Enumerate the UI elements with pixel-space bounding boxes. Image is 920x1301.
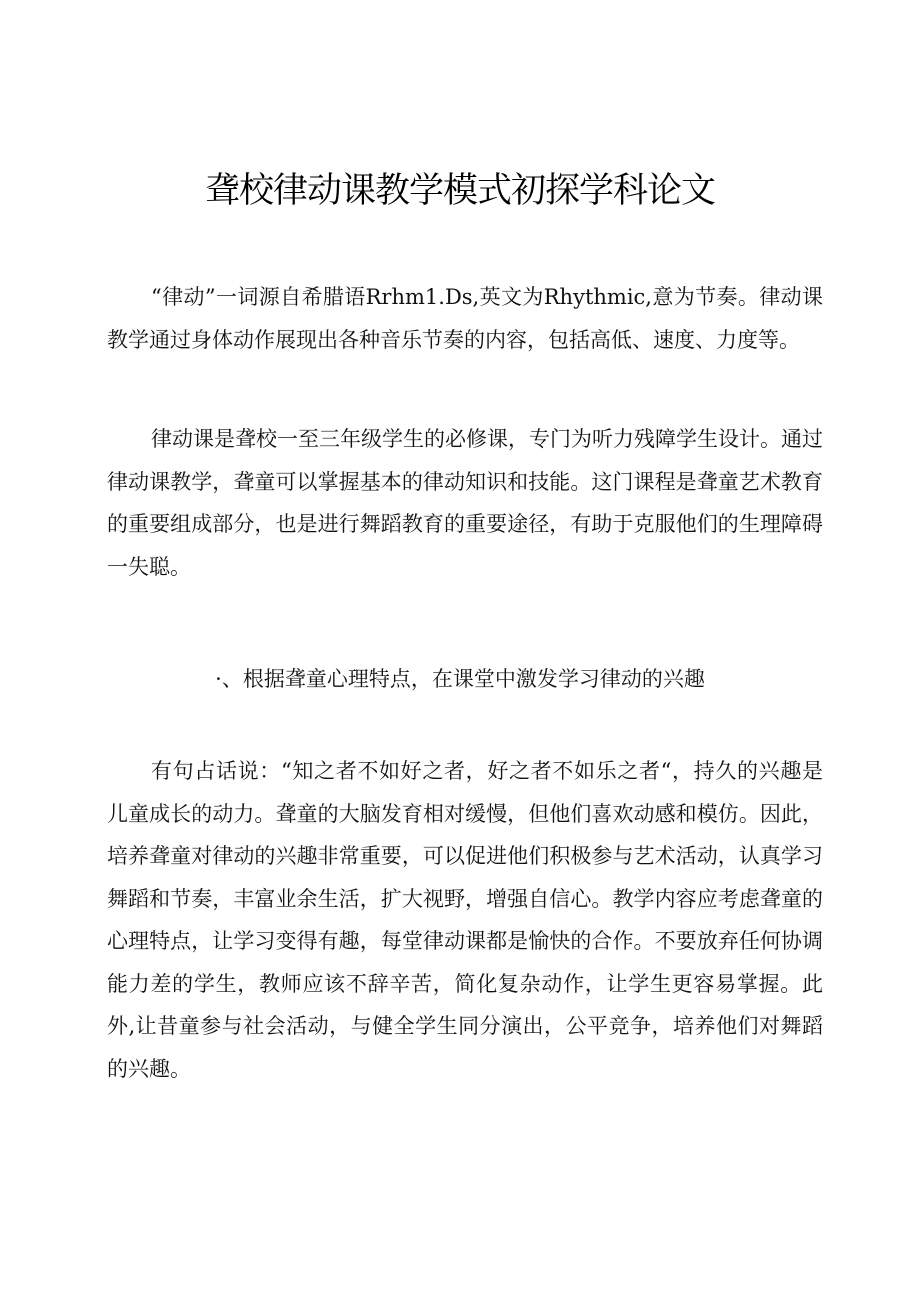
course-description-paragraph: 律动课是聋校一至三年级学生的必修课，专门为听力残障学生设计。通过律动课教学，聋童可以掌握基本的律动知识和技能。这门课程是聋童艺术教育的重要组成部分，也是进行舞蹈教育的重要途径，有助于克服他们的生理障碍一失聪。: [107, 427, 823, 579]
intro-paragraph: “律动”一词源自希腊语Rrhm1.Ds,英文为Rhythmic,意为节奏。律动课教学通过身体动作展现出各种音乐节奏的内容，包括高低、速度、力度等。: [107, 285, 823, 352]
section-heading: ·、根据聋童心理特点，在课堂中激发学习律动的兴趣: [215, 667, 705, 691]
section-body-paragraph: 有句占话说：“知之者不如好之者，好之者不如乐之者“，持久的兴趣是儿童成长的动力。聋童的大脑发育相对缓慢，但他们喜欢动感和模仿。因此，培养聋童对律动的兴趣非常重要，可以促进他们积极参与艺术活动，认真学习舞蹈和节奏，丰富业余生活，扩大视野，增强自信心。教学内容应考虑聋童的心理特点，让学习变得有趣，每堂律动课都是愉快的合作。不要放弃任何协调能力差的学生，教师应该不辞辛苦，简化复杂动作，让学生更容易掌握。此外,让昔童参与社会活动，与健全学生同分演出，公平竞争，培养他们对舞蹈的兴趣。: [107, 759, 823, 1081]
page-title: 聋校律动课教学模式初探学科论文: [204, 171, 715, 211]
